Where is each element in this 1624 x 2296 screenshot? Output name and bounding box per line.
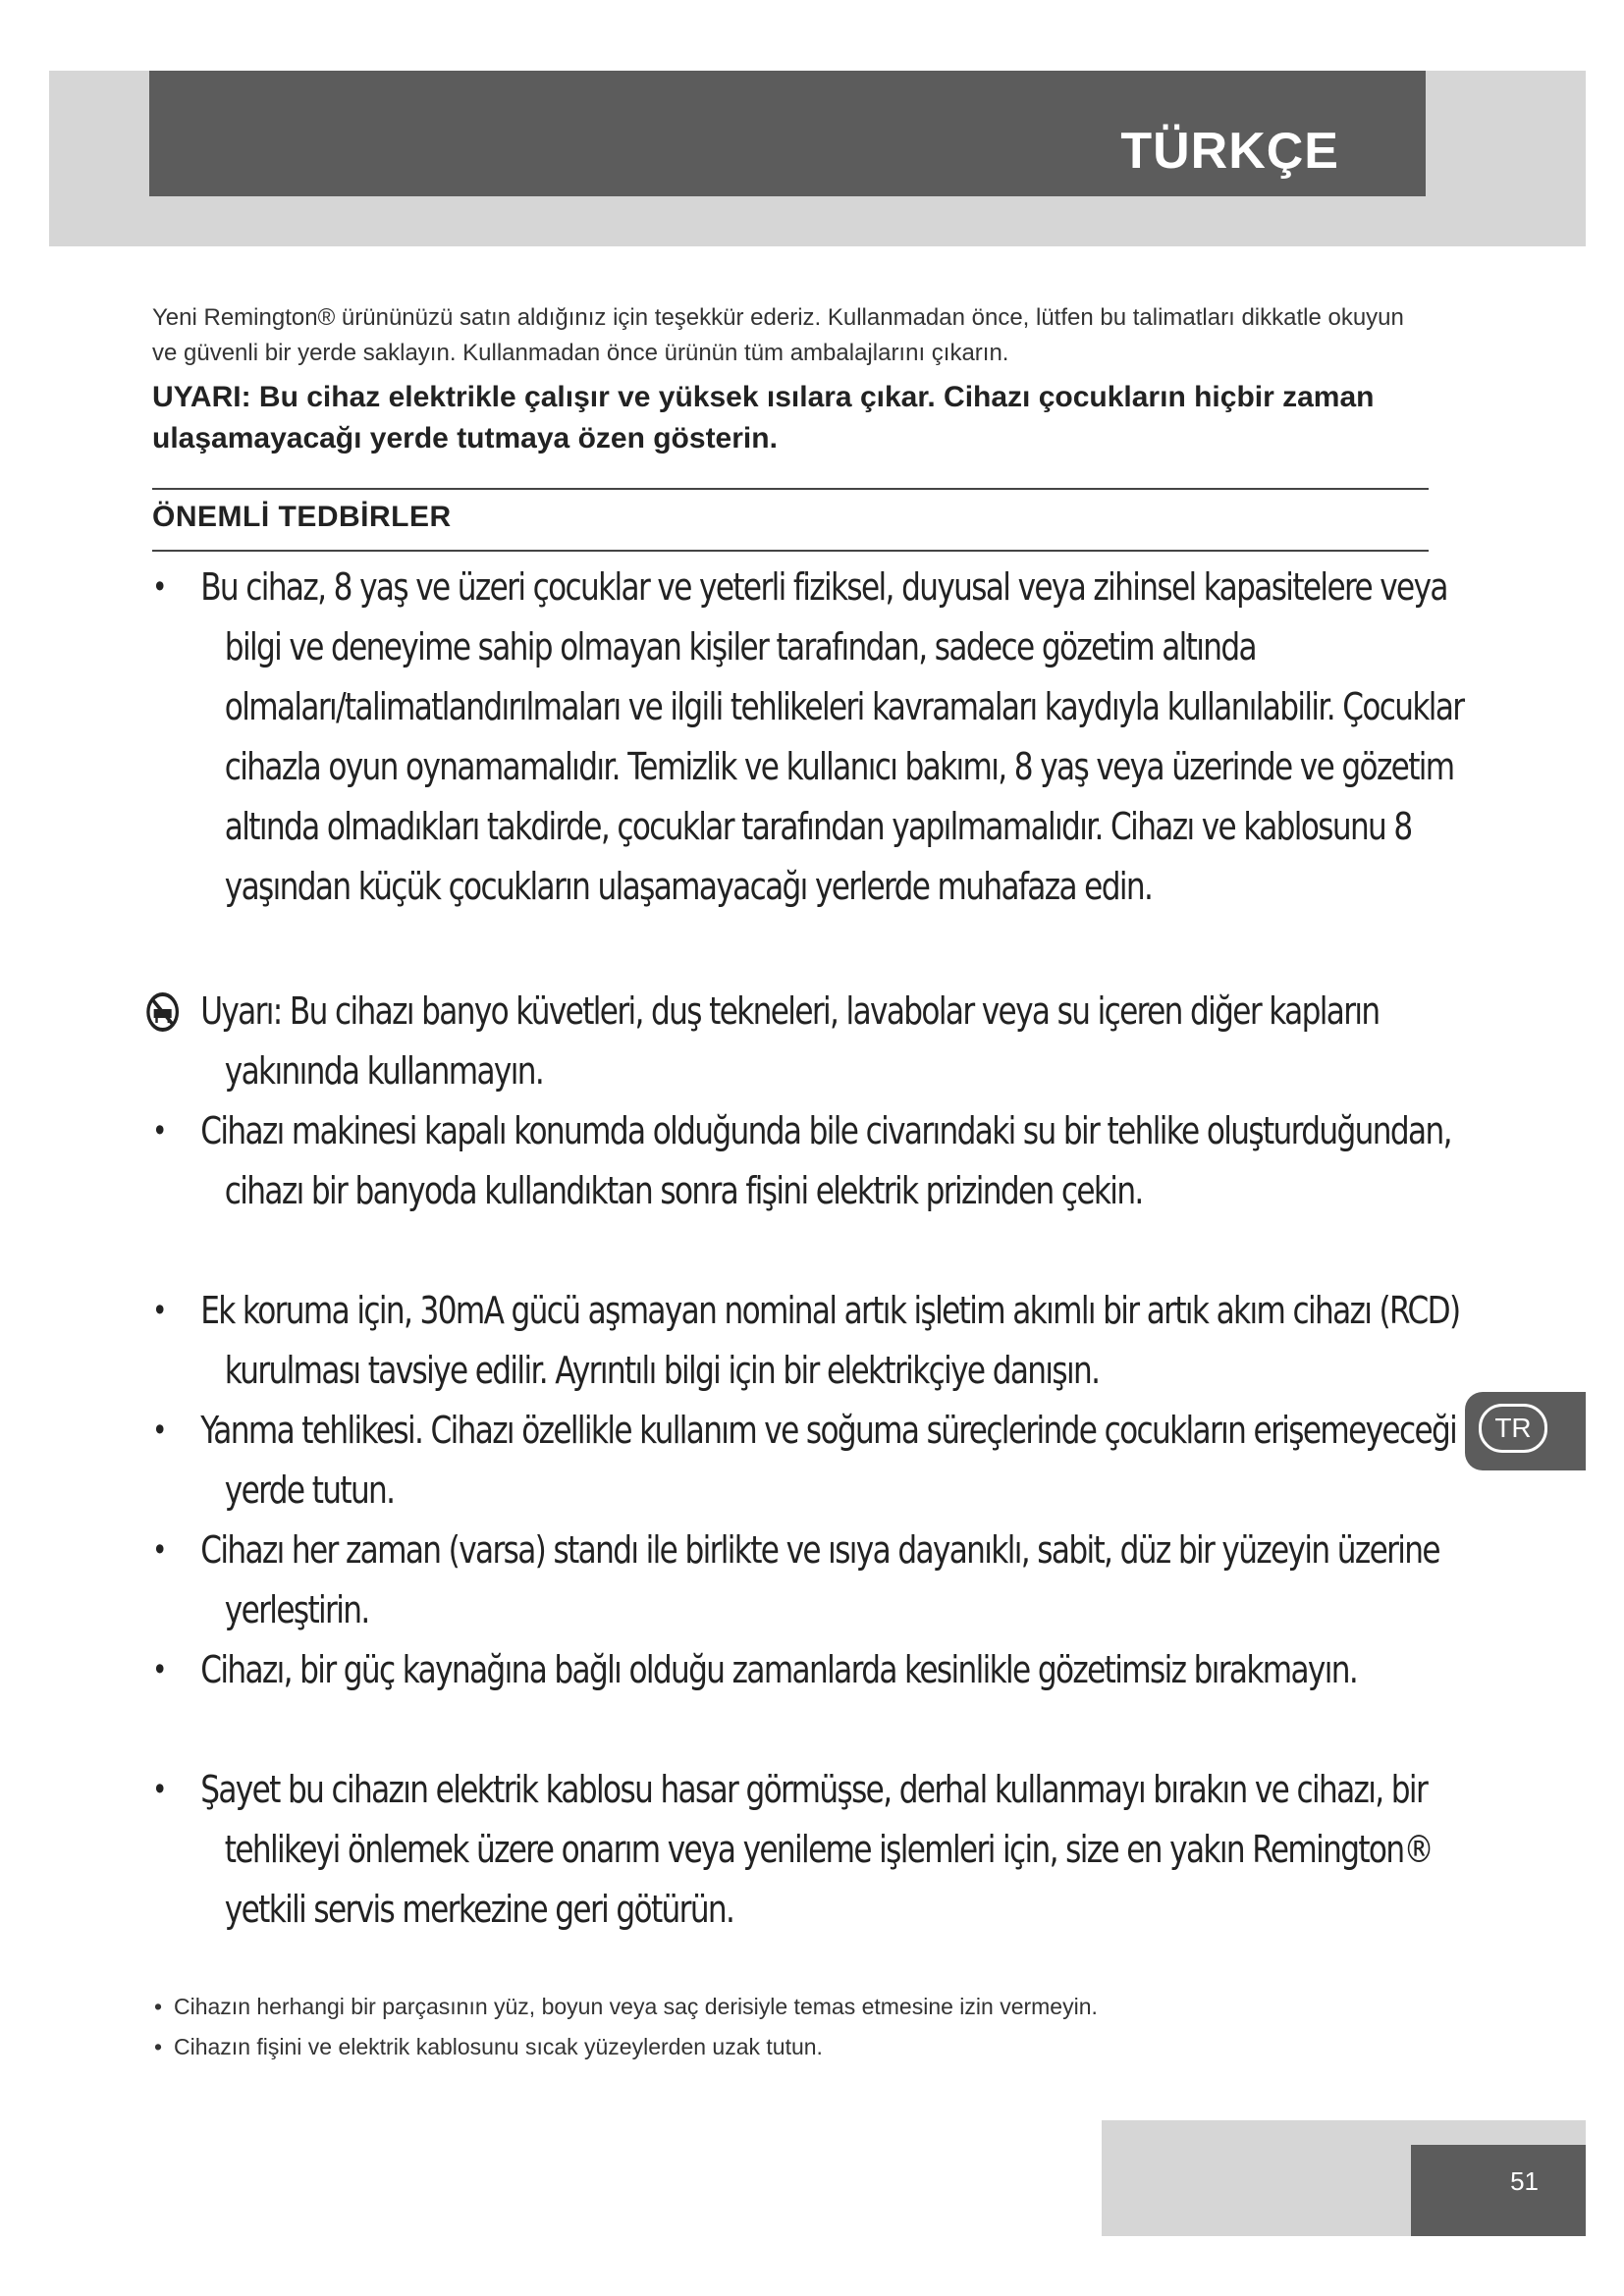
bullet: •	[152, 568, 166, 606]
small-note	[152, 1987, 1429, 2027]
heading-rule-bottom	[152, 550, 1429, 552]
language-tab-label: TR	[1479, 1404, 1547, 1453]
warning-text: UYARI: Bu cihaz elektrikle çalışır ve yüksek ısılara çıkar. Cihazı çocukların hiçbir zaman ulaşamayacağı yerde tutmaya özen gösterin.	[152, 381, 1375, 454]
small-note-text: Cihazın herhangi bir parçasının yüz, boyun veya saç derisiyle temas etmesine izin vermeyin.	[174, 1994, 1098, 2019]
page-title: TÜRKÇE	[1120, 123, 1339, 180]
bullet: •	[152, 1531, 166, 1569]
list-item-text: Ek koruma için, 30mA gücü aşmayan nominal artık işletim akımlı bir artık akım cihazı (RCD) kurulması tavsiye edilir. Ayrıntılı bilgi için bir elektrikçiye danışın.	[200, 1289, 1460, 1392]
list-item	[152, 1521, 1489, 1640]
bullet: •	[154, 2034, 163, 2059]
list-item	[152, 1101, 1489, 1281]
list-item-text: Cihazı, bir güç kaynağına bağlı olduğu zamanlarda kesinlikle gözetimsiz bırakmayın.	[200, 1648, 1358, 1691]
list-item	[152, 1640, 1489, 1760]
footer-box	[1411, 2145, 1586, 2236]
bullet: •	[154, 1994, 163, 2019]
list-item-text: Cihazı makinesi kapalı konumda olduğunda bile civarındaki su bir tehlike oluşturduğundan, cihazı bir banyoda kullandıktan sonra fişini elektrik prizinden çekin.	[200, 1109, 1451, 1212]
small-notes-list	[152, 1987, 1429, 2067]
bullet: •	[152, 1771, 166, 1808]
no-bathtub-warning-icon	[145, 991, 179, 1033]
bullet: •	[152, 1651, 166, 1688]
bullet: •	[152, 1412, 166, 1449]
list-item	[152, 1401, 1489, 1521]
section-heading: ÖNEMLİ TEDBİRLER	[152, 501, 452, 533]
list-item-text: Yanma tehlikesi. Cihazı özellikle kullanım ve soğuma süreçlerinde çocukların erişemeyeceği yerde tutun.	[200, 1409, 1457, 1512]
heading-rule-top	[152, 488, 1429, 490]
list-item-text: Bu cihaz, 8 yaş ve üzeri çocuklar ve yeterli fiziksel, duyusal veya zihinsel kapasitelere veya bilgi ve deneyime sahip olmayan kişiler tarafından, sadece gözetim altında olmaları/talimatlandırılmaları ve ilgili tehlikeleri kavramaları kaydıyla kullanılabilir. Çocuklar cihazla oyun oynamamalıdır. Temizlik ve kullanıcı bakımı, 8 yaş veya üzerinde ve gözetim altında olmadıkları takdirde, çocuklar tarafından yapılmamalıdır. Cihazı ve kablosunu 8 yaşından küçük çocukların ulaşamayacağı yerlerde muhafaza edin.	[200, 565, 1464, 908]
list-item	[152, 1760, 1489, 1940]
list-item	[152, 558, 1489, 982]
list-item-text: Cihazı her zaman (varsa) standı ile birlikte ve ısıya dayanıklı, sabit, düz bir yüzeyin üzerine yerleştirin.	[200, 1528, 1439, 1631]
language-tab	[1465, 1392, 1586, 1470]
small-note-text: Cihazın fişini ve elektrik kablosunu sıcak yüzeylerden uzak tutun.	[174, 2034, 823, 2059]
page-number: 51	[1510, 2166, 1539, 2196]
list-item-text: Uyarı: Bu cihazı banyo küvetleri, duş tekneleri, lavabolar veya su içeren diğer kapların yakınında kullanmayın.	[200, 989, 1380, 1093]
precautions-list	[152, 558, 1478, 1940]
bullet: •	[152, 1292, 166, 1329]
intro-text: Yeni Remington® ürününüzü satın aldığınız için teşekkür ederiz. Kullanmadan önce, lütfen bu talimatları dikkatle okuyun ve güvenli bir yerde saklayın. Kullanmadan önce ürünün tüm ambalajlarını çıkarın.	[152, 304, 1404, 366]
small-note	[152, 2027, 1429, 2067]
list-item	[152, 1281, 1489, 1401]
bullet: •	[152, 1112, 166, 1149]
header-bar	[149, 71, 1426, 196]
list-item-text: Şayet bu cihazın elektrik kablosu hasar görmüşse, derhal kullanmayı bırakın ve cihazı, bir tehlikeyi önlemek üzere onarım veya yenileme işlemleri için, size en yakın Remington® yetkili servis merkezine geri götürün.	[200, 1768, 1433, 1931]
list-item-warning	[152, 982, 1489, 1101]
